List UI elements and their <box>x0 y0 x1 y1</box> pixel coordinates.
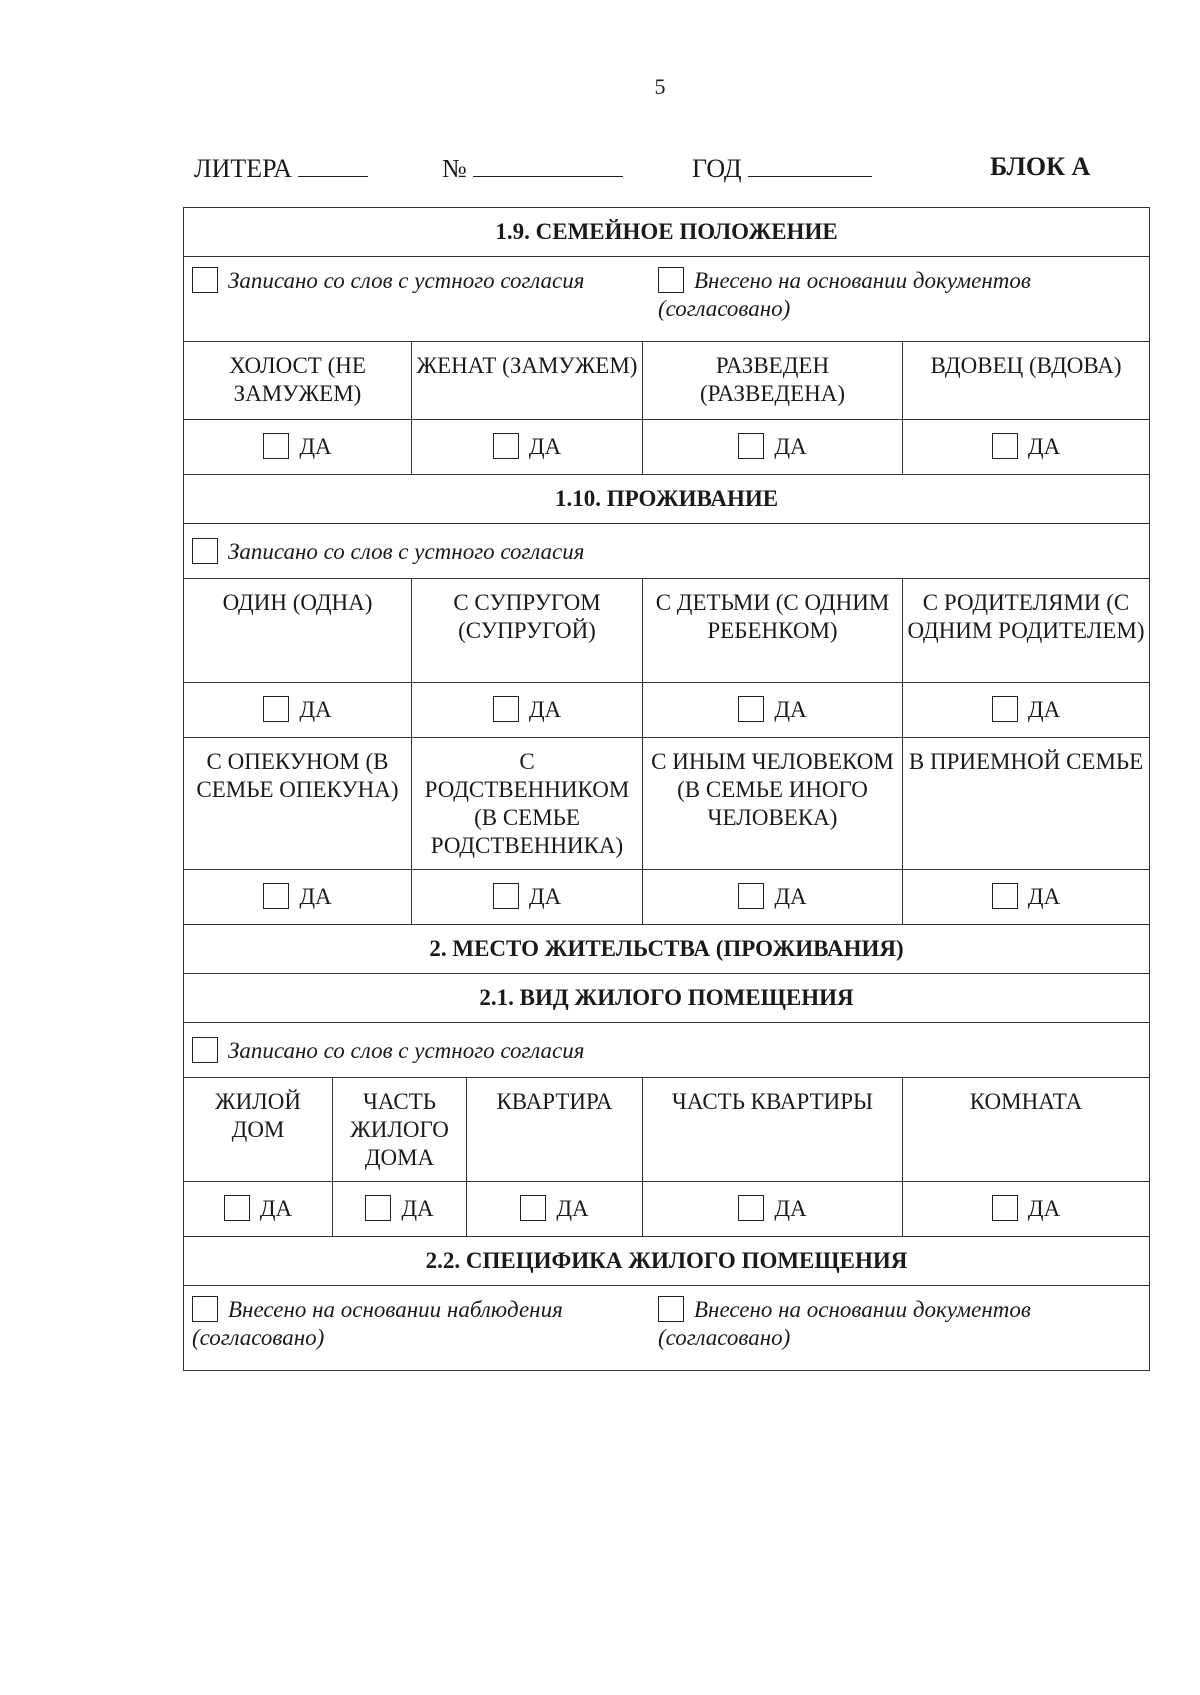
documents-label: Внесено на основании документов (согласовано) <box>658 268 1031 321</box>
yes-cell <box>903 420 1150 475</box>
yes-cell <box>643 420 903 475</box>
category-cell: КОМНАТА <box>903 1078 1150 1182</box>
documents-option <box>658 1296 1138 1352</box>
yes-label: ДА <box>299 434 332 459</box>
yes-checkbox[interactable] <box>263 433 289 459</box>
section-1-10-note-cell <box>184 524 1150 579</box>
section-1-10-category-row-2 <box>184 738 1150 870</box>
yes-label: ДА <box>259 1196 293 1221</box>
year-label: ГОД <box>692 154 742 183</box>
litera-field <box>194 152 368 184</box>
yes-label: ДА <box>556 1196 589 1221</box>
yes-cell <box>643 870 903 925</box>
litera-label: ЛИТЕРА <box>194 154 293 183</box>
yes-cell <box>412 870 643 925</box>
verbal-consent-label: Записано со слов с устного согласия <box>228 539 585 564</box>
yes-label: ДА <box>1027 1196 1061 1221</box>
verbal-consent-label: Записано со слов с устного согласия <box>228 1038 585 1063</box>
verbal-consent-label: Записано со слов с устного согласия <box>228 268 585 293</box>
verbal-consent-checkbox[interactable] <box>192 1037 218 1063</box>
category-cell: С СУПРУГОМ (СУПРУГОЙ) <box>412 579 643 683</box>
yes-cell <box>184 870 412 925</box>
section-2-2-note-cell <box>184 1286 1150 1371</box>
section-2-2-title-row <box>184 1237 1150 1286</box>
section-2-2-note-row <box>184 1286 1150 1371</box>
yes-checkbox[interactable] <box>992 433 1018 459</box>
category-cell: ОДИН (ОДНА) <box>184 579 412 683</box>
yes-cell <box>903 683 1150 738</box>
section-1-9-category-row <box>184 342 1150 420</box>
yes-label: ДА <box>299 697 332 722</box>
section-2-title-row <box>184 925 1150 974</box>
section-2-1-title-row <box>184 974 1150 1023</box>
yes-cell <box>412 420 643 475</box>
section-1-9-note-cell <box>184 257 1150 342</box>
category-cell: ЧАСТЬ ЖИЛОГО ДОМА <box>333 1078 467 1182</box>
yes-cell <box>467 1182 643 1237</box>
yes-checkbox[interactable] <box>224 1195 250 1221</box>
category-cell: С ИНЫМ ЧЕЛОВЕКОМ (В СЕМЬЕ ИНОГО ЧЕЛОВЕКА) <box>643 738 903 870</box>
yes-label: ДА <box>774 1196 807 1221</box>
yes-cell <box>643 1182 903 1237</box>
yes-cell <box>643 683 903 738</box>
number-blank[interactable] <box>473 152 623 177</box>
yes-label: ДА <box>401 1196 434 1221</box>
yes-checkbox[interactable] <box>493 883 519 909</box>
yes-cell <box>184 1182 333 1237</box>
section-2-1-title: 2.1. ВИД ЖИЛОГО ПОМЕЩЕНИЯ <box>184 974 1150 1023</box>
category-cell: ХОЛОСТ (НЕ ЗАМУЖЕМ) <box>184 342 412 420</box>
section-1-10-title: 1.10. ПРОЖИВАНИЕ <box>184 475 1150 524</box>
yes-checkbox[interactable] <box>738 883 764 909</box>
section-1-9-title-row <box>184 208 1150 257</box>
yes-checkbox[interactable] <box>263 696 289 722</box>
number-field <box>442 152 623 184</box>
section-1-9-title: 1.9. СЕМЕЙНОЕ ПОЛОЖЕНИЕ <box>184 208 1150 257</box>
block-label: БЛОК А <box>990 152 1091 181</box>
questionnaire-table <box>183 207 1150 1371</box>
documents-option <box>658 267 1138 323</box>
yes-label: ДА <box>299 884 332 909</box>
verbal-consent-checkbox[interactable] <box>192 538 218 564</box>
yes-checkbox[interactable] <box>263 883 289 909</box>
yes-label: ДА <box>1027 434 1061 459</box>
yes-checkbox[interactable] <box>738 1195 764 1221</box>
section-2-1-category-row <box>184 1078 1150 1182</box>
documents-checkbox[interactable] <box>658 1296 684 1322</box>
documents-label: Внесено на основании документов (согласовано) <box>658 1297 1031 1350</box>
section-1-9-note-row <box>184 257 1150 342</box>
observation-checkbox[interactable] <box>192 1296 218 1322</box>
category-cell: С ОПЕКУНОМ (В СЕМЬЕ ОПЕКУНА) <box>184 738 412 870</box>
yes-checkbox[interactable] <box>738 696 764 722</box>
section-1-10-category-row-1 <box>184 579 1150 683</box>
yes-label: ДА <box>774 697 807 722</box>
section-1-10-title-row <box>184 475 1150 524</box>
category-cell: С РОДИТЕЛЯМИ (С ОДНИМ РОДИТЕЛЕМ) <box>903 579 1150 683</box>
form-header <box>194 152 1114 188</box>
category-cell: ВДОВЕЦ (ВДОВА) <box>903 342 1150 420</box>
verbal-consent-option <box>192 267 642 295</box>
yes-cell <box>412 683 643 738</box>
section-1-9-yes-row <box>184 420 1150 475</box>
section-1-10-note-row <box>184 524 1150 579</box>
yes-checkbox[interactable] <box>365 1195 391 1221</box>
yes-checkbox[interactable] <box>992 1195 1018 1221</box>
observation-option <box>192 1296 642 1352</box>
section-2-1-note-row <box>184 1023 1150 1078</box>
yes-cell <box>184 420 412 475</box>
yes-label: ДА <box>774 434 807 459</box>
category-cell: ЧАСТЬ КВАРТИРЫ <box>643 1078 903 1182</box>
section-2-title: 2. МЕСТО ЖИТЕЛЬСТВА (ПРОЖИВАНИЯ) <box>184 925 1150 974</box>
litera-blank[interactable] <box>298 152 368 177</box>
yes-cell <box>903 1182 1150 1237</box>
category-cell: РАЗВЕДЕН (РАЗВЕДЕНА) <box>643 342 903 420</box>
yes-label: ДА <box>528 697 562 722</box>
category-cell: В ПРИЕМНОЙ СЕМЬЕ <box>903 738 1150 870</box>
page-number: 5 <box>654 74 666 99</box>
verbal-consent-checkbox[interactable] <box>192 267 218 293</box>
yes-checkbox[interactable] <box>520 1195 546 1221</box>
category-cell: КВАРТИРА <box>467 1078 643 1182</box>
section-2-1-note-cell <box>184 1023 1150 1078</box>
yes-cell <box>333 1182 467 1237</box>
yes-checkbox[interactable] <box>493 696 519 722</box>
category-cell: С РОДСТВЕННИКОМ (В СЕМЬЕ РОДСТВЕННИКА) <box>412 738 643 870</box>
category-cell: С ДЕТЬМИ (С ОДНИМ РЕБЕНКОМ) <box>643 579 903 683</box>
yes-label: ДА <box>1027 884 1061 909</box>
yes-label: ДА <box>528 434 562 459</box>
yes-label: ДА <box>1027 697 1061 722</box>
observation-label: Внесено на основании наблюдения (согласовано) <box>192 1297 563 1350</box>
section-2-1-yes-row <box>184 1182 1150 1237</box>
yes-checkbox[interactable] <box>493 433 519 459</box>
section-1-10-yes-row-1 <box>184 683 1150 738</box>
year-field <box>692 152 872 184</box>
year-blank[interactable] <box>748 152 872 177</box>
yes-cell <box>184 683 412 738</box>
category-cell: ЖИЛОЙ ДОМ <box>184 1078 333 1182</box>
section-2-2-title: 2.2. СПЕЦИФИКА ЖИЛОГО ПОМЕЩЕНИЯ <box>184 1237 1150 1286</box>
number-label: № <box>442 154 467 183</box>
yes-label: ДА <box>774 884 807 909</box>
yes-cell <box>903 870 1150 925</box>
category-cell: ЖЕНАТ (ЗАМУЖЕМ) <box>412 342 643 420</box>
yes-checkbox[interactable] <box>992 883 1018 909</box>
documents-checkbox[interactable] <box>658 267 684 293</box>
yes-checkbox[interactable] <box>992 696 1018 722</box>
section-1-10-yes-row-2 <box>184 870 1150 925</box>
yes-label: ДА <box>528 884 562 909</box>
yes-checkbox[interactable] <box>738 433 764 459</box>
